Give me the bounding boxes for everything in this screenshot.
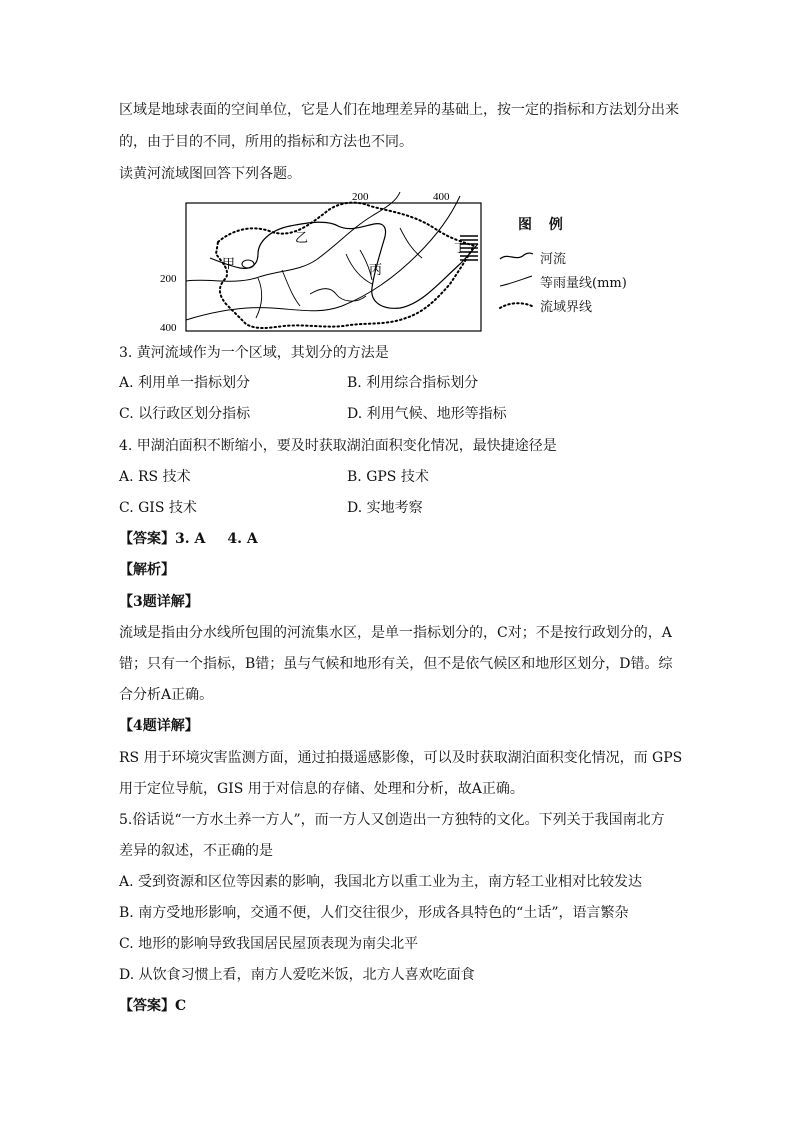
q5-option-c: C. 地形的影响导致我国居民屋顶表现为南尖北平 xyxy=(119,936,419,952)
q3-detail-line-2: 错；只有一个指标，B错；虽与气候和地形有关，但不是依气候区和地形区划分，D错。综 xyxy=(119,656,673,672)
intro-line-2: 的，由于目的不同，所用的指标和方法也不同。 xyxy=(119,134,413,150)
legend-isohyet xyxy=(498,272,638,292)
q3-detail-line-3: 合分析A正确。 xyxy=(119,687,214,703)
label-top-400: 400 xyxy=(433,191,450,203)
legend-boundary xyxy=(498,296,638,316)
yellow-river-basin-map xyxy=(160,188,490,338)
basin-boundary xyxy=(216,203,474,328)
answer-2-value: C xyxy=(175,998,187,1014)
legend-title: 图 例 xyxy=(518,217,569,233)
legend-isohyet-label: 等雨量线(mm) xyxy=(540,276,627,291)
q4-detail-line-1: RS 用于环境灾害监测方面，通过拍摄遥感影像，可以及时获取湖泊面积变化情况，而 GPS xyxy=(119,750,683,766)
q3-option-c: C. 以行政区划分指标 xyxy=(119,406,251,422)
label-left-200: 200 xyxy=(160,273,177,285)
answer-1-q4: 4. A xyxy=(227,531,258,547)
legend-river xyxy=(498,248,638,268)
answer-2-label: 【答案】 xyxy=(119,998,175,1014)
q3-stem: 3. 黄河流域作为一个区域，其划分的方法是 xyxy=(119,345,389,361)
q4-detail-title: 【4题详解】 xyxy=(119,718,199,734)
tributary-6 xyxy=(282,270,300,306)
q5-option-d: D. 从饮食习惯上看，南方人爱吃米饭，北方人喜欢吃面食 xyxy=(119,967,475,983)
q4-option-c: C. GIS 技术 xyxy=(119,500,197,516)
main-river xyxy=(210,222,478,308)
analysis-label: 【解析】 xyxy=(119,562,175,578)
answer-1-q3: 3. A xyxy=(175,531,206,547)
q3-option-b: B. 利用综合指标划分 xyxy=(347,375,479,391)
label-top-200: 200 xyxy=(352,191,369,203)
legend-boundary-label: 流域界线 xyxy=(540,300,593,315)
q5-option-b: B. 南方受地形影响，交通不便，人们交往很少，形成各具特色的“土话”，语言繁杂 xyxy=(119,905,629,921)
q5-stem-line-2: 差异的叙述，不正确的是 xyxy=(119,843,273,859)
tributary-1 xyxy=(256,278,262,318)
label-left-400: 400 xyxy=(160,322,177,334)
label-jia: 甲 xyxy=(222,257,236,272)
answer-1 xyxy=(119,529,258,549)
intro-line-3: 读黄河流域图回答下列各题。 xyxy=(119,166,301,182)
q4-option-a: A. RS 技术 xyxy=(119,469,191,485)
q3-detail-title: 【3题详解】 xyxy=(119,594,199,610)
q5-option-a: A. 受到资源和区位等因素的影响，我国北方以重工业为主，南方轻工业相对比较发达 xyxy=(119,874,643,890)
label-ding: 丁 xyxy=(454,241,467,255)
label-bing: 丙 xyxy=(369,263,383,278)
q5-stem-line-1: 5.俗话说“一方水土养一方人”，而一方人又创造出一方独特的文化。下列关于我国南北方 xyxy=(119,812,665,828)
q4-stem: 4. 甲湖泊面积不断缩小，要及时获取湖泊面积变化情况，最快捷途径是 xyxy=(119,438,557,454)
q4-option-b: B. GPS 技术 xyxy=(347,469,429,485)
q3-option-d: D. 利用气候、地形等指标 xyxy=(347,406,507,422)
answer-1-label: 【答案】 xyxy=(119,531,175,547)
q4-option-d: D. 实地考察 xyxy=(347,500,423,516)
intro-line-1: 区域是地球表面的空间单位，它是人们在地理差异的基础上，按一定的指标和方法划分出来 xyxy=(119,102,679,118)
q4-detail-line-2: 用于定位导航，GIS 用于对信息的存储、处理和分析，故A正确。 xyxy=(119,781,524,797)
label-yi: 乙 xyxy=(295,231,309,246)
q3-detail-line-1: 流域是指由分水线所包围的河流集水区，是单一指标划分的，C对；不是按行政划分的，A xyxy=(119,625,672,641)
answer-2 xyxy=(119,996,186,1016)
legend-river-label: 河流 xyxy=(540,252,567,267)
q3-option-a: A. 利用单一指标划分 xyxy=(119,375,251,391)
lake-jia xyxy=(242,260,254,268)
